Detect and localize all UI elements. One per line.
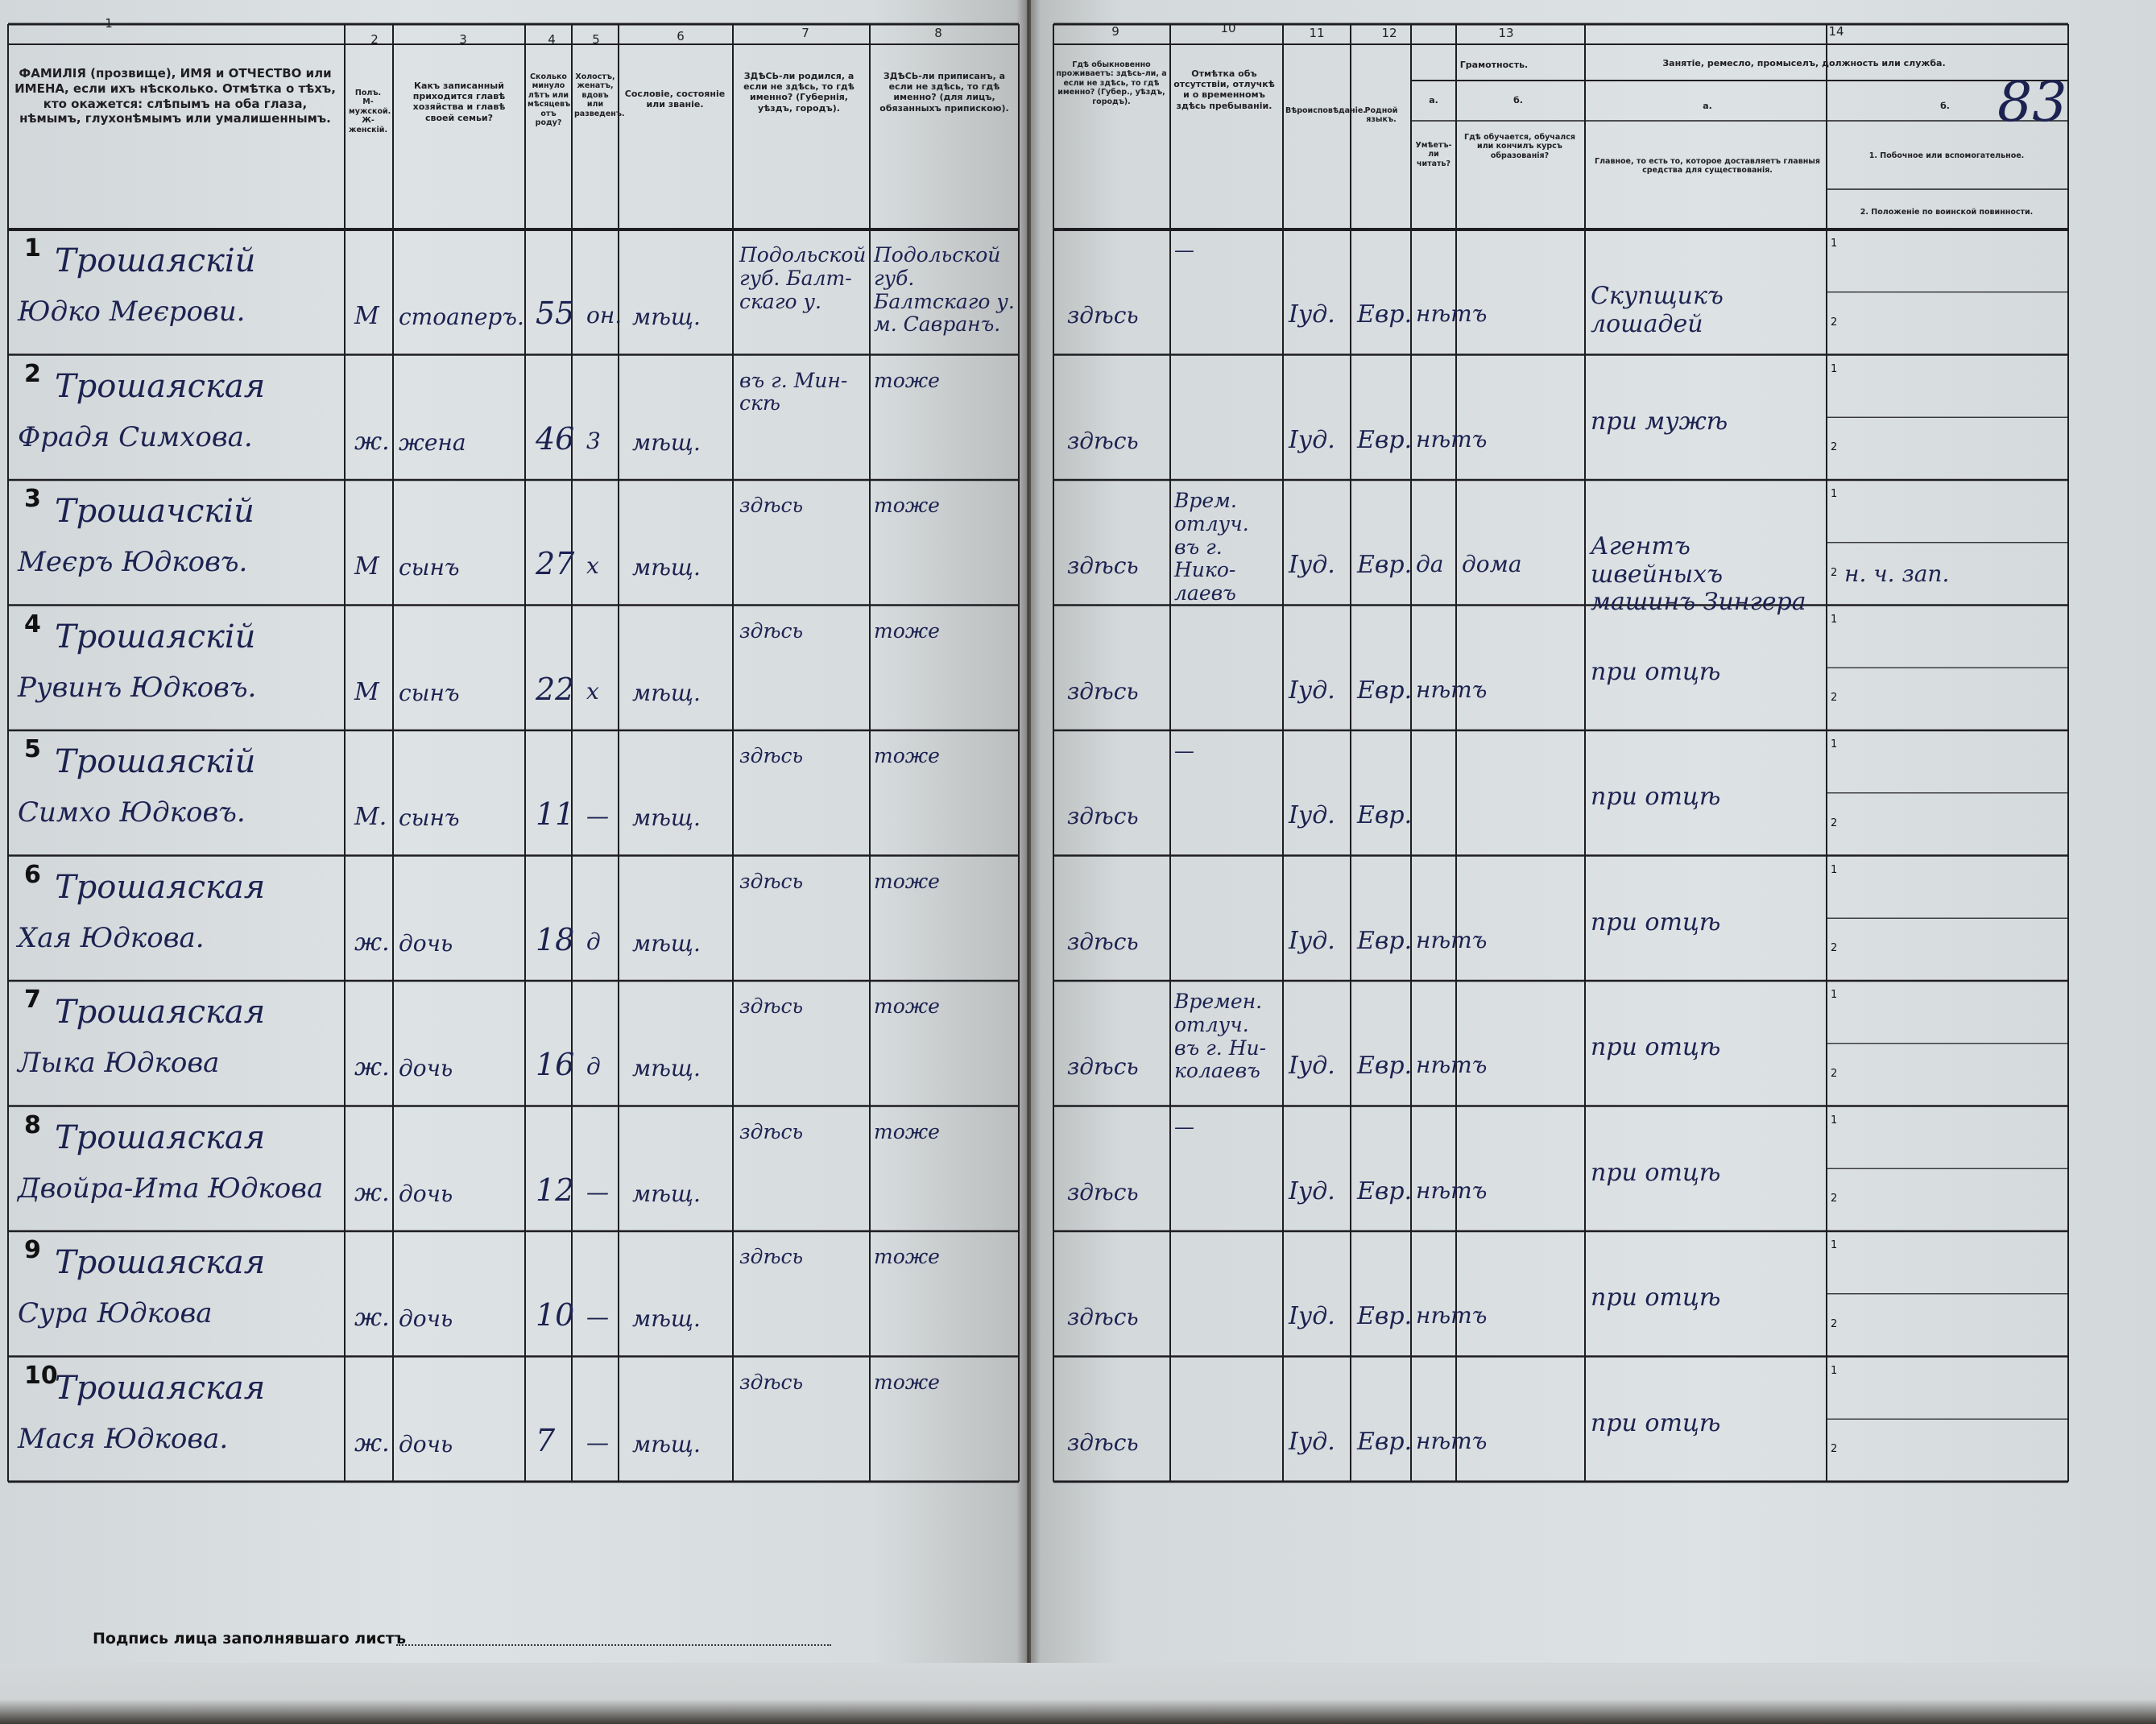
- header-occupation-b1: 1. Побочное или вспомогательное.: [1868, 151, 2025, 160]
- main-occupation: Агентъ швейныхъ машинъ Зингера: [1591, 532, 1806, 616]
- sub-row-number: 2: [1831, 817, 1838, 829]
- sub-row-number: 1: [1831, 1114, 1838, 1127]
- religion: Іуд.: [1289, 300, 1335, 329]
- row-number: 8: [24, 1110, 41, 1139]
- literacy: нѣтъ: [1416, 300, 1488, 327]
- marital-status: д: [586, 928, 601, 955]
- signature-label: Подпись лица заполнявшаго листъ: [93, 1630, 407, 1648]
- header-birthplace: ЗДѢСЬ-ли родился, а если не здѣсь, то гдѣ именно? (Губернія, уѣздъ, городъ).: [743, 71, 855, 114]
- row-number: 7: [24, 986, 41, 1014]
- row-number: 3: [24, 485, 41, 513]
- column-number: 3: [459, 32, 467, 47]
- marital-status: 3: [586, 427, 601, 454]
- literacy: нѣтъ: [1416, 425, 1488, 453]
- native-language: Евр.: [1357, 1427, 1413, 1456]
- religion: Іуд.: [1289, 926, 1335, 955]
- estate: мѣщ.: [632, 554, 701, 581]
- estate: мѣщ.: [632, 804, 701, 831]
- sub-row-number: 2: [1831, 1067, 1838, 1080]
- header-occupation: Занятіе, ремесло, промыселъ, должность или служба.: [1662, 58, 1946, 68]
- residence: здѣсь: [1067, 1178, 1139, 1205]
- relation-to-head: сынъ: [399, 554, 460, 581]
- sex: ж.: [354, 928, 390, 957]
- native-language: Евр.: [1357, 1302, 1413, 1330]
- birthplace: здѣсь: [739, 1245, 804, 1268]
- age: 46: [536, 420, 575, 457]
- column-number: 13: [1498, 26, 1514, 40]
- main-occupation: при отцѣ: [1591, 1284, 1721, 1312]
- sub-row-number: 1: [1831, 613, 1838, 626]
- native-language: Евр.: [1357, 926, 1413, 955]
- main-occupation: при отцѣ: [1591, 657, 1721, 686]
- birthplace: здѣсь: [739, 994, 804, 1018]
- literacy: нѣтъ: [1416, 1176, 1488, 1204]
- header-occupation-b2: 2. Положеніе по воинской повинности.: [1860, 208, 2034, 217]
- estate: мѣщ.: [632, 1305, 701, 1332]
- registration-place: тоже: [874, 1245, 940, 1268]
- registration-place: Подольской губ. Балтскаго у. м. Савранъ.: [874, 243, 1015, 337]
- marital-status: х: [586, 552, 599, 579]
- absence-note: —: [1174, 1114, 1194, 1139]
- native-language: Евр.: [1357, 300, 1413, 329]
- sex: ж.: [354, 1053, 390, 1081]
- residence: здѣсь: [1067, 928, 1139, 955]
- sub-row-number: 2: [1831, 441, 1838, 454]
- header-age: Сколько минуло лѣтъ или мѣсяцевъ отъ роду?: [528, 72, 571, 127]
- given-name: Меєръ Юдковъ.: [18, 546, 248, 578]
- given-name: Лыка Юдкова: [18, 1047, 220, 1079]
- marital-status: д: [586, 1053, 601, 1080]
- surname: Трошачскій: [55, 493, 254, 530]
- sub-row-number: 2: [1831, 1193, 1838, 1205]
- native-language: Евр.: [1357, 1176, 1413, 1205]
- residence: здѣсь: [1067, 1304, 1139, 1330]
- row-number: 4: [24, 610, 41, 639]
- sub-row-number: 2: [1831, 942, 1838, 955]
- row-number: 1: [24, 234, 41, 263]
- registration-place: тоже: [874, 869, 940, 893]
- registration-place: тоже: [874, 618, 940, 643]
- age: 10: [536, 1297, 575, 1333]
- relation-to-head: стоаперъ.: [399, 304, 524, 330]
- surname: Трошаяская: [55, 994, 266, 1031]
- header-sex: Полъ. М-мужской. Ж-женскій.: [349, 89, 391, 134]
- header-language: Родной языкъ.: [1364, 106, 1398, 125]
- native-language: Евр.: [1357, 1052, 1413, 1080]
- header-relation: Какъ записанный приходится главѣ хозяйства и главѣ своей семьи?: [412, 81, 506, 123]
- given-name: Юдко Меєрови.: [18, 296, 246, 328]
- age: 7: [536, 1422, 556, 1458]
- residence: здѣсь: [1067, 1053, 1139, 1080]
- literacy: да: [1416, 551, 1444, 577]
- surname: Трошаяскій: [55, 743, 256, 780]
- marital-status: он.: [586, 302, 623, 329]
- absence-note: —: [1174, 739, 1194, 763]
- birthplace: здѣсь: [739, 618, 804, 643]
- religion: Іуд.: [1289, 1176, 1335, 1205]
- sub-row-number: 2: [1831, 692, 1838, 705]
- literacy: нѣтъ: [1416, 926, 1488, 953]
- estate: мѣщ.: [632, 428, 701, 456]
- marital-status: —: [586, 1428, 609, 1456]
- sub-row-number: 1: [1831, 1364, 1838, 1377]
- marital-status: х: [586, 677, 599, 705]
- native-language: Евр.: [1357, 676, 1413, 705]
- header-occupation-b-label: б.: [1940, 101, 1950, 111]
- given-name: Сура Юдкова: [18, 1297, 213, 1329]
- residence: здѣсь: [1067, 427, 1139, 454]
- relation-to-head: дочь: [399, 929, 453, 957]
- surname: Трошаяская: [55, 1244, 266, 1281]
- header-registered: ЗДѢСЬ-ли приписанъ, а если не здѣсь, то гдѣ именно? (для лицъ, обязанныхъ припискою).: [879, 71, 1009, 114]
- header-name-column: ФАМИЛІЯ (прозвище), ИМЯ и ОТЧЕСТВО или ИМЕНА, если ихъ нѣсколько. Отмѣтка о тѣхъ, кто окажется: слѣпымъ на оба глаза, нѣмымъ, глухонѣмымъ или умалишеннымъ.: [14, 66, 336, 126]
- main-occupation: при отцѣ: [1591, 907, 1721, 936]
- religion: Іуд.: [1289, 425, 1335, 454]
- marital-status: —: [586, 803, 609, 829]
- sex: ж.: [354, 1304, 390, 1332]
- main-occupation: Скупщикъ лошадей: [1591, 282, 1724, 338]
- signature-line: [396, 1644, 831, 1646]
- row-number: 10: [24, 1361, 58, 1390]
- column-number: 8: [934, 26, 942, 40]
- sub-row-number: 1: [1831, 863, 1838, 876]
- age: 55: [536, 296, 575, 331]
- sub-row-number: 1: [1831, 488, 1838, 500]
- header-literacy: Грамотность.: [1459, 60, 1529, 70]
- surname: Трошаяская: [55, 1369, 266, 1407]
- sex: ж.: [354, 1178, 390, 1207]
- column-number: 10: [1220, 21, 1236, 35]
- header-literacy-b: Гдѣ обучается, обучался или кончилъ курсъ образованія?: [1464, 133, 1575, 160]
- header-religion: Вѣроисповѣданіе.: [1285, 106, 1366, 115]
- sub-row-number: 2: [1831, 1443, 1838, 1456]
- relation-to-head: дочь: [399, 1055, 453, 1081]
- sub-row-number: 2: [1831, 566, 1838, 579]
- residence: здѣсь: [1067, 302, 1139, 329]
- surname: Трошаяская: [55, 868, 266, 906]
- sub-row-number: 1: [1831, 362, 1838, 375]
- page-bottom-edge: [0, 1663, 2156, 1724]
- estate: мѣщ.: [632, 304, 701, 330]
- age: 18: [536, 921, 575, 957]
- relation-to-head: дочь: [399, 1180, 453, 1207]
- header-occupation-a-label: а.: [1703, 101, 1712, 111]
- sex: ж.: [354, 427, 390, 456]
- column-number: 12: [1381, 26, 1397, 40]
- relation-to-head: дочь: [399, 1430, 453, 1457]
- estate: мѣщ.: [632, 679, 701, 706]
- header-residence: Гдѣ обыкновенно проживаетъ: здѣсь-ли, а если не здѣсь, то гдѣ именно? (Губер., уѣздъ, городъ).: [1056, 60, 1167, 106]
- residence: здѣсь: [1067, 1428, 1139, 1456]
- main-occupation: при отцѣ: [1591, 783, 1721, 811]
- estate: мѣщ.: [632, 1055, 701, 1081]
- row-number: 6: [24, 860, 41, 889]
- sub-row-number: 1: [1831, 238, 1838, 250]
- column-number: 9: [1111, 24, 1119, 39]
- birthplace: здѣсь: [739, 869, 804, 893]
- residence: здѣсь: [1067, 803, 1139, 829]
- sub-row-number: 2: [1831, 316, 1838, 329]
- sex: М: [354, 552, 379, 581]
- registration-place: тоже: [874, 994, 940, 1018]
- relation-to-head: дочь: [399, 1305, 453, 1332]
- literacy: нѣтъ: [1416, 676, 1488, 703]
- row-number: 5: [24, 735, 41, 763]
- residence: здѣсь: [1067, 677, 1139, 705]
- registration-place: тоже: [874, 494, 940, 517]
- header-estate: Сословіе, состояніе или званіе.: [624, 89, 726, 110]
- registration-place: тоже: [874, 744, 940, 767]
- absence-note: Врем. отлуч. въ г. Нико- лаевъ: [1174, 489, 1249, 605]
- given-name: Мася Юдкова.: [18, 1422, 229, 1455]
- religion: Іуд.: [1289, 1302, 1335, 1330]
- sub-row-number: 2: [1831, 1317, 1838, 1330]
- residence: здѣсь: [1067, 552, 1139, 579]
- registration-place: тоже: [874, 368, 940, 392]
- given-name: Фрадя Симхова.: [18, 420, 253, 453]
- row-number: 2: [24, 359, 41, 388]
- literacy: нѣтъ: [1416, 1427, 1488, 1454]
- birthplace: здѣсь: [739, 494, 804, 517]
- military-status: н. ч. зап.: [1844, 560, 1950, 587]
- main-occupation: при мужѣ: [1591, 407, 1728, 436]
- main-occupation: при отцѣ: [1591, 1408, 1721, 1437]
- main-occupation: при отцѣ: [1591, 1158, 1721, 1187]
- literacy: нѣтъ: [1416, 1302, 1488, 1329]
- header-absence: Отмѣтка объ отсутствіи, отлучкѣ и о временномъ здѣсь пребываніи.: [1173, 68, 1275, 111]
- estate: мѣщ.: [632, 929, 701, 957]
- row-number: 9: [24, 1236, 41, 1264]
- column-number: 14: [1828, 24, 1844, 39]
- column-number: 11: [1309, 26, 1325, 40]
- absence-note: —: [1174, 238, 1194, 262]
- birthplace: въ г. Мин- скѣ: [739, 368, 848, 415]
- marital-status: —: [586, 1178, 609, 1205]
- surname: Трошаяская: [55, 1118, 266, 1156]
- estate: мѣщ.: [632, 1180, 701, 1207]
- given-name: Двойра-Ита Юдкова: [18, 1172, 324, 1205]
- surname: Трошаяскій: [55, 618, 256, 655]
- religion: Іуд.: [1289, 801, 1335, 829]
- estate: мѣщ.: [632, 1430, 701, 1457]
- header-literacy-a-label: а.: [1429, 95, 1438, 105]
- literacy: нѣтъ: [1416, 1052, 1488, 1078]
- given-name: Рувинъ Юдковъ.: [18, 671, 257, 704]
- birthplace: здѣсь: [739, 744, 804, 767]
- column-number: 2: [370, 32, 379, 47]
- column-number: 1: [105, 16, 113, 31]
- birthplace: здѣсь: [739, 1119, 804, 1143]
- page-number: 83: [1997, 71, 2067, 134]
- header-occupation-a: Главное, то есть то, которое доставляетъ главныя средства для существованія.: [1595, 157, 1820, 176]
- relation-to-head: жена: [399, 428, 466, 456]
- column-number: 5: [592, 32, 600, 47]
- birthplace: Подольской губ. Балт- скаго у.: [739, 243, 867, 313]
- header-marital: Холостъ, женатъ, вдовъ или разведенъ.: [574, 72, 625, 118]
- education-place: дома: [1462, 551, 1522, 577]
- age: 22: [536, 671, 575, 707]
- age: 27: [536, 546, 575, 581]
- sex: М: [354, 677, 379, 706]
- age: 12: [536, 1172, 575, 1208]
- absence-note: Времен. отлуч. въ г. Ни- колаевъ: [1174, 990, 1267, 1083]
- header-literacy-a: Умѣетъ-ли читать?: [1415, 141, 1452, 168]
- registration-place: тоже: [874, 1119, 940, 1143]
- religion: Іуд.: [1289, 676, 1335, 705]
- registration-place: тоже: [874, 1370, 940, 1394]
- column-number: 4: [548, 32, 556, 47]
- relation-to-head: сынъ: [399, 679, 460, 706]
- column-number: 7: [801, 26, 809, 40]
- sub-row-number: 1: [1831, 989, 1838, 1001]
- sub-row-number: 1: [1831, 1239, 1838, 1251]
- birthplace: здѣсь: [739, 1370, 804, 1394]
- relation-to-head: сынъ: [399, 804, 460, 831]
- surname: Трошаяская: [55, 367, 266, 405]
- main-occupation: при отцѣ: [1591, 1033, 1721, 1061]
- religion: Іуд.: [1289, 1427, 1335, 1456]
- given-name: Симхо Юдковъ.: [18, 796, 246, 829]
- religion: Іуд.: [1289, 1052, 1335, 1080]
- sex: М: [354, 302, 379, 330]
- native-language: Евр.: [1357, 551, 1413, 579]
- sex: ж.: [354, 1428, 390, 1457]
- native-language: Евр.: [1357, 425, 1413, 454]
- column-number: 6: [677, 29, 685, 43]
- sex: М.: [354, 803, 387, 831]
- surname: Трошаяскій: [55, 242, 256, 279]
- native-language: Евр.: [1357, 801, 1413, 829]
- sub-row-number: 1: [1831, 738, 1838, 750]
- marital-status: —: [586, 1304, 609, 1330]
- age: 16: [536, 1047, 575, 1082]
- age: 11: [536, 796, 575, 832]
- given-name: Хая Юдкова.: [18, 921, 205, 954]
- religion: Іуд.: [1289, 551, 1335, 579]
- header-literacy-b-label: б.: [1513, 95, 1523, 105]
